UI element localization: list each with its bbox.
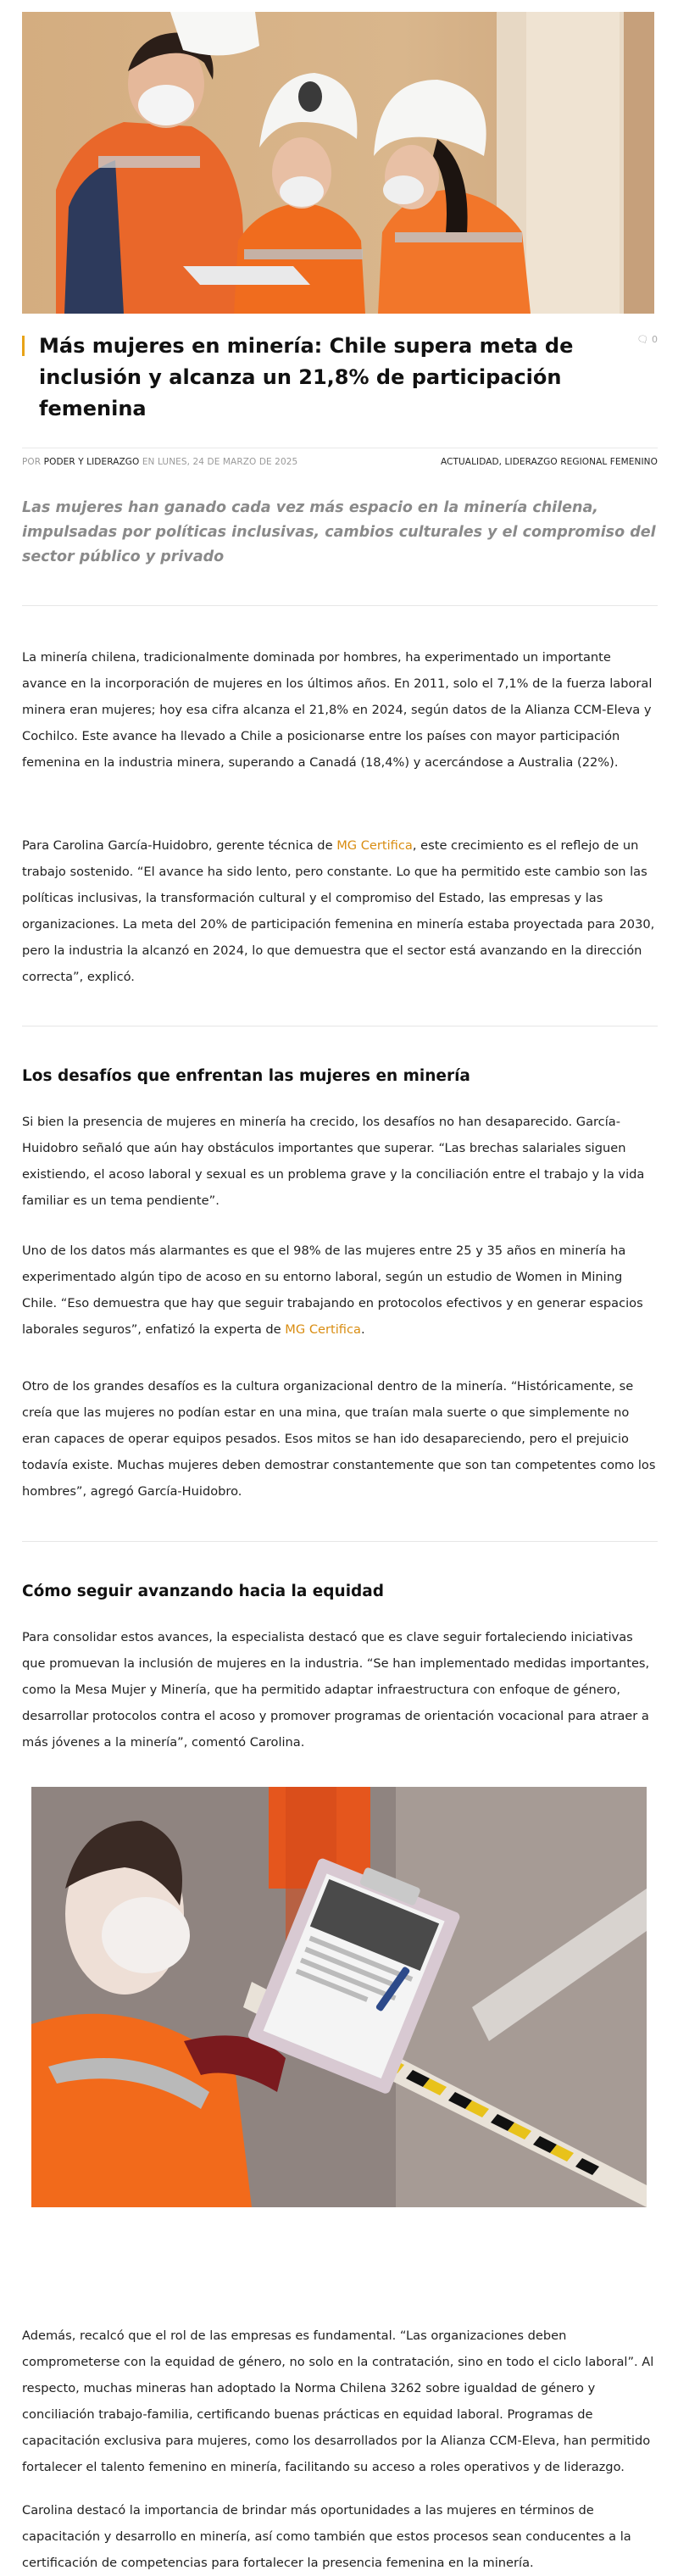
mg-certifica-link[interactable]: MG Certifica xyxy=(285,1322,361,1337)
hero-image xyxy=(22,12,654,314)
paragraph-7: Además, recalcó que el rol de las empresas es fundamental. “Las organizaciones deben comprometerse con la equidad de género, no solo en la contratación, sino en todo el ciclo laboral”. Al respecto, muchas mineras han adoptado la Norma Chilena 3262 sobre igualdad de género y conciliación trabajo-familia, certificando buenas prácticas en equidad laboral. Programas de capacitación exclusiva para mujeres, como los desarrollados por la Alianza CCM-Eleva, han permitido fortalecer el talento femenino en minería, facilitando su acceso a roles operativos y de liderazgo. xyxy=(22,2328,654,2474)
meta-en: EN xyxy=(142,457,155,467)
clipboard-photo-illustration xyxy=(31,1787,647,2207)
title-accent-bar xyxy=(22,336,25,356)
paragraph-2 xyxy=(22,832,659,990)
divider xyxy=(22,605,658,606)
comment-count: 0 xyxy=(652,334,658,345)
publish-date: LUNES, 24 DE MARZO DE 2025 xyxy=(157,457,298,467)
paragraph-8: Carolina destacó la importancia de brindar más oportunidades a las mujeres en términos de capacitación y desarrollo en minería, así como también que estos procesos sean conducentes a la certificación de competencias para fortalecer la presencia femenina en la minería. xyxy=(22,2503,631,2570)
comment-icon: 🗨 xyxy=(636,334,649,345)
paragraph-1: La minería chilena, tradicionalmente dominada por hombres, ha experimentado un importante avance en la incorporación de mujeres en los últimos años. En 2011, solo el 7,1% de la fuerza laboral minera eran mujeres; hoy esa cifra alcanza el 21,8% en 2024, según datos de la Alianza CCM-Eleva y Cochilco. Este avance ha llevado a Chile a posicionarse entre los países con mayor participación femenina en la industria minera, superando a Canadá (18,4%) y acercándose a Australia (22%). xyxy=(22,650,653,770)
paragraph-4-text-b: . xyxy=(360,1322,365,1337)
inline-image-clipboard xyxy=(31,1787,647,2207)
paragraph-3: Si bien la presencia de mujeres en minería ha crecido, los desafíos no han desaparecido. García-Huidobro señaló que aún hay obstáculos importantes que superar. “Las brechas salariales siguen existiendo, el acoso laboral y sexual es un problema grave y la conciliación entre el trabajo y la vida familiar es un tema pendiente”. xyxy=(22,1115,645,1208)
meta-por: POR xyxy=(22,457,42,467)
divider xyxy=(22,1541,658,1542)
article-meta xyxy=(22,448,658,467)
article-title: Más mujeres en minería: Chile supera meta de inclusión y alcanza un 21,8% de participación femenina xyxy=(39,334,574,420)
author-link[interactable]: PODER Y LIDERAZGO xyxy=(43,457,140,467)
article-lede: Las mujeres han ganado cada vez más espacio en la minería chilena, impulsadas por políticas inclusivas, cambios culturales y el compromiso del sector público y privado xyxy=(22,499,656,565)
section-heading-desafios: Los desafíos que enfrentan las mujeres en minería xyxy=(22,1067,470,1085)
hero-photo-illustration xyxy=(22,12,654,314)
paragraph-2-text-a: Para Carolina García-Huidobro, gerente técnica de xyxy=(22,838,337,853)
paragraph-4 xyxy=(22,1238,659,1343)
paragraph-2-text-b: , este crecimiento es el reflejo de un trabajo sostenido. “El avance ha sido lento, pero constante. Lo que ha permitido este cambio son las políticas inclusivas, la transformación cultural y el compromiso del Estado, las empresas y las organizaciones. La meta del 20% de participación femenina en minería estaba proyectada para 2030, pero la industria la alcanzó en 2024, lo que demuestra que el sector está avanzando en la dirección correcta”, explicó. xyxy=(22,838,655,984)
article-header xyxy=(22,331,658,425)
divider xyxy=(22,1026,658,1027)
section-heading-equidad: Cómo seguir avanzando hacia la equidad xyxy=(22,1583,385,1600)
category-links[interactable]: ACTUALIDAD, LIDERAZGO REGIONAL FEMENINO xyxy=(440,457,658,467)
paragraph-4-text-a: Uno de los datos más alarmantes es que el 98% de las mujeres entre 25 y 35 años en minería ha experimentado algún tipo de acoso en su entorno laboral, según un estudio de Women in Mining Chile. “Eso demuestra que hay que seguir trabajando en protocolos efectivos y en generar espacios laborales seguros”, enfatizó la experta de xyxy=(22,1243,643,1337)
comment-count-link[interactable] xyxy=(637,334,658,345)
mg-certifica-link[interactable]: MG Certifica xyxy=(336,838,413,853)
paragraph-6: Para consolidar estos avances, la especialista destacó que es clave seguir fortaleciendo iniciativas que promuevan la inclusión de mujeres en la industria. “Se han implementado medidas importantes, como la Mesa Mujer y Minería, que ha permitido adaptar infraestructura con enfoque de género, desarrollar protocolos contra el acoso y promover programas de orientación vocacional para atraer a más jóvenes a la minería”, comentó Carolina. xyxy=(22,1630,650,1750)
paragraph-5: Otro de los grandes desafíos es la cultura organizacional dentro de la minería. “Históricamente, se creía que las mujeres no podían estar en una mina, que traían mala suerte o que simplemente no eran capaces de operar equipos pesados. Esos mitos se han ido desapareciendo, pero el prejuicio todavía existe. Muchas mujeres deben demostrar constantemente que son tan competentes como los hombres”, agregó García-Huidobro. xyxy=(22,1379,656,1499)
